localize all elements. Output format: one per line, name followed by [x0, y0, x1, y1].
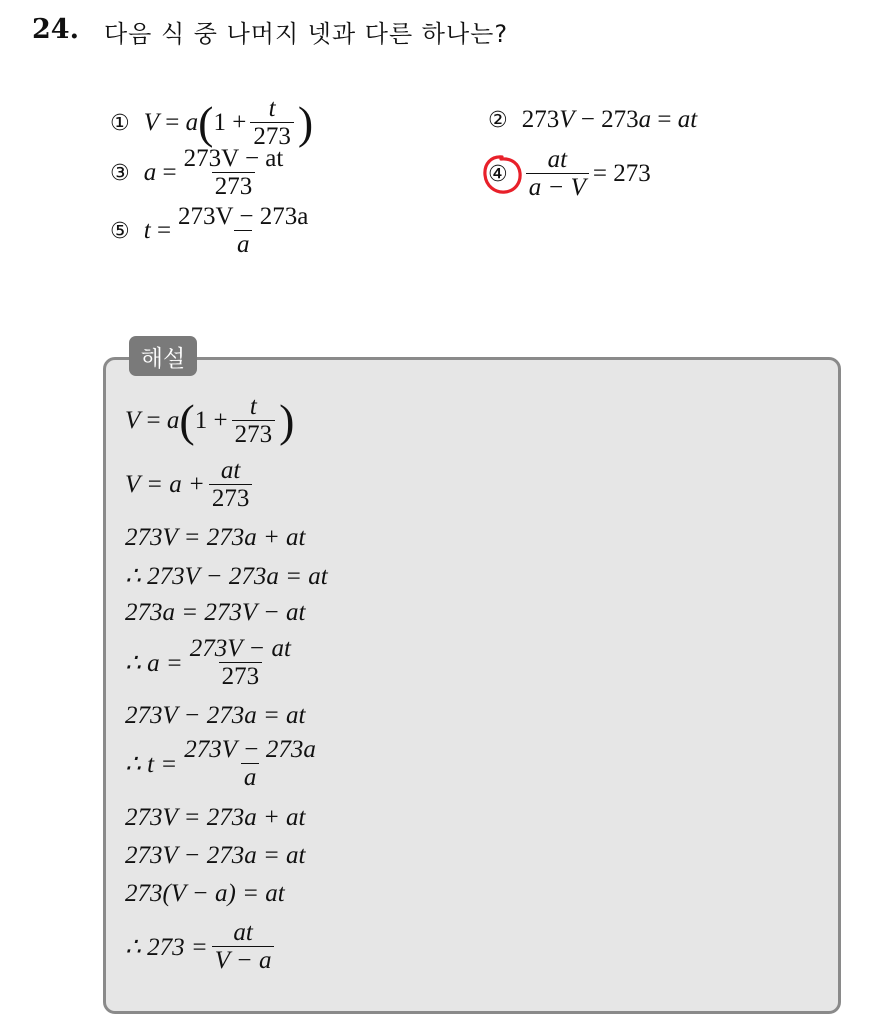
l8-fraction [181, 737, 319, 792]
fraction-numerator: t [249, 393, 257, 420]
fraction-numerator: 273V − at [183, 145, 284, 172]
option-4-fraction [526, 147, 589, 202]
option-5-fraction [175, 204, 311, 259]
option-5-eq: = [156, 217, 172, 245]
fraction-numerator: at [547, 146, 568, 173]
solution-line-3: 273V = 273a + at [125, 524, 306, 551]
l1-fraction [232, 394, 276, 449]
option-1-one-plus: 1 + [213, 109, 247, 137]
option-5-lhs: t [143, 217, 151, 245]
solution-line-9: 273V = 273a + at [125, 804, 306, 831]
option-4[interactable] [488, 147, 651, 202]
option-1-lhs: V [143, 109, 160, 137]
option-1-fraction [250, 96, 294, 151]
option-3-lhs: a [143, 159, 157, 187]
option-2-num: 273 [521, 106, 560, 133]
option-2-marker: ② [488, 107, 508, 133]
option-2-at: at [677, 106, 698, 133]
option-4-marker: ④ [488, 161, 508, 187]
option-2-v: V [559, 106, 575, 133]
l1-eq: = [146, 407, 161, 435]
l12-lhs: ∴ 273 = [125, 934, 208, 962]
option-5-marker: ⑤ [110, 218, 130, 244]
solution-line-10: 273V − 273a = at [125, 842, 306, 869]
question-number: 24. [32, 14, 79, 45]
fraction-numerator: at [220, 457, 241, 484]
l6-lhs: ∴ a = [125, 650, 183, 678]
fraction-denominator: 273 [250, 122, 294, 151]
option-3-eq: = [162, 159, 177, 187]
solution-line-6 [125, 636, 298, 691]
fraction-numerator: 273V − 273a [184, 736, 316, 763]
fraction-numerator: at [233, 919, 253, 946]
solution-line-8 [125, 737, 323, 792]
fraction-denominator: 273 [209, 484, 253, 513]
fraction-denominator: 273 [219, 662, 263, 691]
fraction-denominator: a − V [526, 173, 589, 202]
option-2-eq: = [651, 106, 678, 133]
right-paren: ) [279, 395, 295, 447]
fraction-denominator: 273 [212, 172, 256, 201]
question-text: 다음 식 중 나머지 넷과 다른 하나는? [104, 20, 509, 48]
l6-fraction [187, 636, 294, 691]
l8-lhs: ∴ t = [125, 751, 178, 779]
option-3-fraction [181, 146, 287, 201]
left-paren: ( [198, 97, 214, 149]
solution-line-5: 273a = 273V − at [125, 599, 306, 626]
l1-lhs: V [125, 407, 141, 435]
option-2-a: a [638, 106, 652, 133]
option-1-a: a [185, 109, 199, 137]
l12-fraction [212, 920, 275, 975]
fraction-denominator: 273 [232, 420, 276, 449]
option-2[interactable] [488, 106, 697, 134]
fraction-numerator: 273V − 273a [178, 203, 309, 230]
solution-line-11: 273(V − a) = at [125, 880, 285, 907]
fraction-denominator: a [234, 230, 253, 259]
fraction-denominator: V − a [212, 946, 275, 975]
option-5[interactable] [110, 204, 315, 259]
l2-lhs: V = a + [125, 471, 205, 499]
fraction-numerator: t [268, 95, 276, 122]
fraction-denominator: a [241, 763, 260, 792]
solution-label: 해설 [129, 336, 197, 376]
option-2-minus: − 273 [574, 106, 639, 133]
l1-a: a [166, 407, 180, 435]
solution-line-4: ∴ 273V − 273a = at [125, 563, 328, 590]
l2-fraction [209, 458, 253, 513]
option-3-marker: ③ [110, 160, 130, 186]
option-1-eq: = [165, 109, 180, 137]
option-3[interactable] [110, 146, 290, 201]
left-paren: ( [179, 395, 195, 447]
option-1[interactable] [110, 96, 313, 151]
option-1-marker: ① [110, 110, 130, 136]
fraction-numerator: 273V − at [189, 635, 291, 662]
solution-line-1 [125, 394, 294, 449]
l1-one-plus: 1 + [194, 407, 228, 435]
option-4-rhs: = 273 [592, 160, 651, 188]
solution-line-12 [125, 920, 278, 975]
solution-line-7: 273V − 273a = at [125, 702, 306, 729]
right-paren: ) [297, 97, 314, 149]
solution-line-2 [125, 458, 256, 513]
